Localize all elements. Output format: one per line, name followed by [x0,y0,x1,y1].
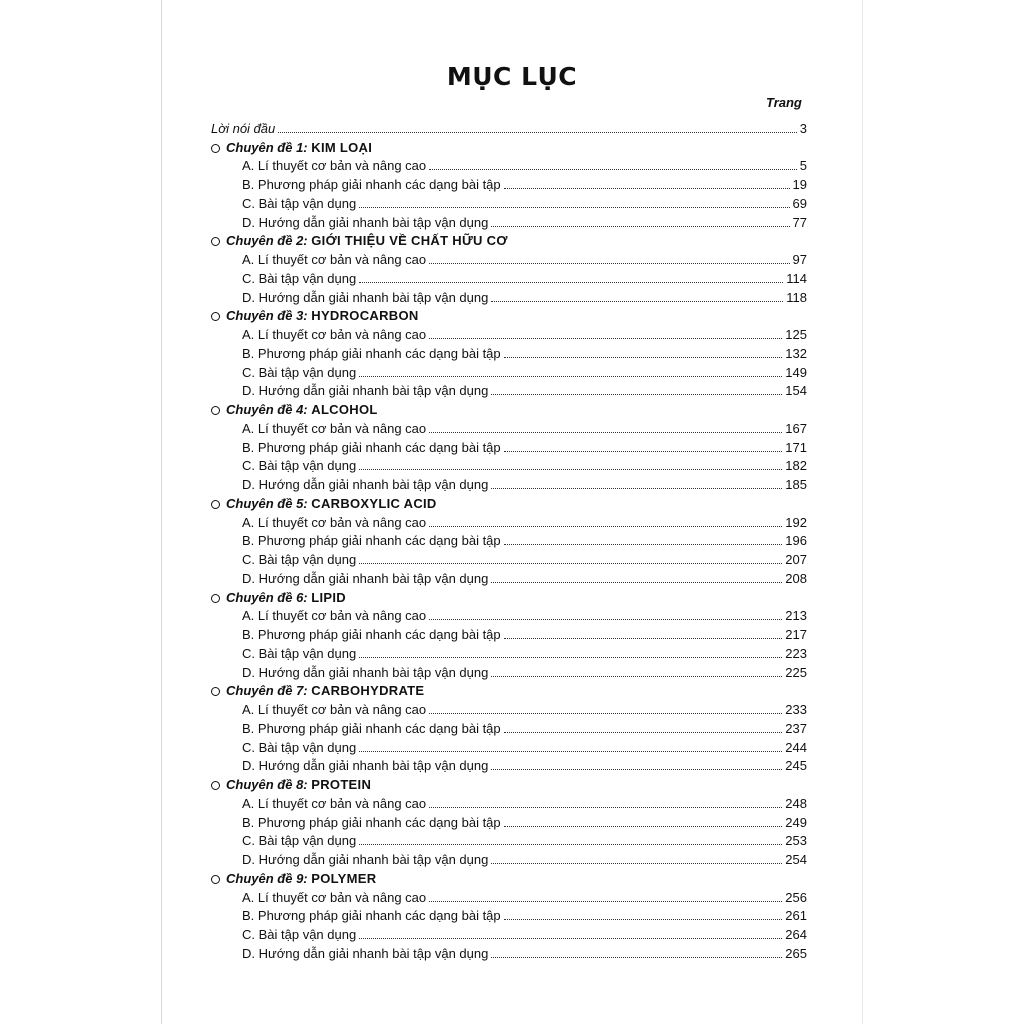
dot-leader [504,731,783,733]
toc-entry-label: B. Phương pháp giải nhanh các dạng bài tập [242,720,501,736]
toc-entry-row[interactable] [211,342,807,361]
toc-chapter-row[interactable] [211,136,807,155]
toc-entry-label: C. Bài tập vận dụng [242,458,357,474]
toc-entry-label: D. Hướng dẫn giải nhanh bài tập vận dụng [242,570,489,586]
toc-entry-row[interactable] [211,605,807,624]
toc-entry-row[interactable] [211,361,807,380]
toc-entry-row[interactable] [211,192,807,211]
toc-intro-page: 3 [799,120,807,136]
dot-leader [491,956,782,958]
toc-entry-label: A. Lí thuyết cơ bản và nâng cao [242,252,427,267]
dot-leader [359,843,782,845]
toc-entry-row[interactable] [211,623,807,642]
toc-entry-label: C. Bài tập vận dụng [242,364,357,380]
toc-entry-page: 185 [785,477,807,492]
toc-entry-label: D. Hướng dẫn giải nhanh bài tập vận dụng [242,477,489,492]
toc-chapter-heading [211,308,419,323]
toc-entry-row[interactable] [211,248,807,267]
toc-entry-page: 256 [785,889,807,905]
toc-chapter-name: CARBOXYLIC ACID [311,495,437,511]
toc-entry-label: B. Phương pháp giải nhanh các dạng bài tập [242,533,501,549]
toc-entry-label: C. Bài tập vận dụng [242,552,357,567]
toc-entry-row[interactable] [211,567,807,586]
toc-entry-label: C. Bài tập vận dụng [242,833,357,849]
dot-leader [429,618,782,620]
toc-chapter-prefix: Chuyên đề 5: [226,495,308,511]
toc-entry-page: 192 [785,514,807,530]
dot-leader [491,862,782,864]
circle-bullet-icon [211,144,220,153]
dot-leader [491,487,782,489]
toc-intro-label: Lời nói đầu [211,120,276,136]
toc-chapter-prefix: Chuyên đề 2: [226,233,308,249]
toc-entry-label: D. Hướng dẫn giải nhanh bài tập vận dụng [242,945,489,961]
dot-leader [359,656,782,658]
circle-bullet-icon [211,312,220,321]
toc-entry-page: 248 [785,795,807,811]
toc-chapter-row[interactable] [211,492,807,511]
toc-entry-row[interactable] [211,886,807,905]
toc-entry-page: 207 [785,552,807,567]
dot-leader [429,431,782,433]
circle-bullet-icon [211,687,220,696]
toc-entry-row[interactable] [211,436,807,455]
toc-entry-page: 213 [785,608,807,624]
dot-leader [504,187,790,189]
toc-entry-label: B. Phương pháp giải nhanh các dạng bài tập [242,627,501,642]
toc-entry-label: D. Hướng dẫn giải nhanh bài tập vận dụng [242,289,489,305]
toc-entry-page: 19 [792,177,807,192]
toc-entry-row[interactable] [211,417,807,436]
toc-entry-page: 125 [785,327,807,342]
toc-entry-page: 69 [792,195,807,211]
dot-leader [504,825,783,827]
toc-entry-row[interactable] [211,211,807,230]
dot-leader [429,900,782,902]
page-edge-right [862,0,863,1024]
toc-chapter-row[interactable] [211,773,807,792]
toc-entry-label: C. Bài tập vận dụng [242,645,357,661]
toc-chapter-prefix: Chuyên đề 8: [226,777,308,792]
toc-entry-row[interactable] [211,473,807,492]
toc-entry-label: B. Phương pháp giải nhanh các dạng bài tập [242,908,501,924]
toc-entry-row[interactable] [211,323,807,342]
toc-entry-label: D. Hướng dẫn giải nhanh bài tập vận dụng [242,852,489,867]
toc-entry-row[interactable] [211,530,807,549]
toc-entry-label: C. Bài tập vận dụng [242,195,357,211]
toc-entry-label: B. Phương pháp giải nhanh các dạng bài tập [242,814,501,830]
dot-leader [278,131,797,133]
toc-chapter-name: KIM LOẠI [311,139,373,155]
toc-entry-row[interactable] [211,155,807,174]
dot-leader [491,393,782,395]
circle-bullet-icon [211,781,220,790]
toc-entry-page: 245 [785,758,807,774]
toc-entry-page: 182 [785,458,807,474]
dot-leader [359,206,789,208]
toc-chapter-row[interactable] [211,398,807,417]
toc-entry-label: A. Lí thuyết cơ bản và nâng cao [242,514,427,530]
toc-chapter-heading [211,871,376,886]
toc-entry-row[interactable] [211,548,807,567]
toc-entry-label: B. Phương pháp giải nhanh các dạng bài tập [242,345,501,361]
toc-chapter-heading [211,683,424,698]
toc-entry-label: A. Lí thuyết cơ bản và nâng cao [242,158,427,174]
toc-entry-page: 154 [785,383,807,399]
toc-chapter-name: ALCOHOL [311,402,378,417]
toc-entry-row[interactable] [211,455,807,474]
toc-chapter-row[interactable] [211,867,807,886]
toc-entry-page: 118 [786,289,807,305]
page-column-header: Trang [766,95,802,110]
dot-leader [429,262,789,264]
dot-leader [491,225,789,227]
toc-entry-label: A. Lí thuyết cơ bản và nâng cao [242,327,427,342]
toc-chapter-name: PROTEIN [311,777,372,792]
toc-chapter-prefix: Chuyên đề 1: [226,139,308,155]
toc-entry-page: 265 [785,945,807,961]
toc-entry-page: 167 [785,420,807,436]
toc-entry-page: 217 [785,627,807,642]
dot-leader [504,356,783,358]
circle-bullet-icon [211,406,220,415]
toc-entry-page: 261 [785,908,807,924]
toc-entry-page: 171 [785,439,807,455]
circle-bullet-icon [211,500,220,509]
toc-entry-label: D. Hướng dẫn giải nhanh bài tập vận dụng [242,383,489,399]
circle-bullet-icon [211,237,220,246]
toc-entry-label: D. Hướng dẫn giải nhanh bài tập vận dụng [242,664,489,680]
toc-entry-row[interactable] [211,286,807,305]
circle-bullet-icon [211,594,220,603]
toc-chapter-prefix: Chuyên đề 9: [226,870,308,886]
toc-chapter-prefix: Chuyên đề 7: [226,683,308,699]
toc-chapter-prefix: Chuyên đề 6: [226,589,308,605]
toc-chapter-heading [211,496,437,511]
toc-entry-row[interactable] [211,511,807,530]
toc-chapter-name: CARBOHYDRATE [311,683,425,699]
toc-entry-label: A. Lí thuyết cơ bản và nâng cao [242,608,427,624]
toc-chapter-name: HYDROCARBON [311,308,419,324]
dot-leader [359,750,782,752]
dot-leader [504,450,783,452]
toc-entry-label: A. Lí thuyết cơ bản và nâng cao [242,889,427,905]
toc-chapter-heading [211,402,378,417]
dot-leader [429,806,782,808]
toc-entry-label: A. Lí thuyết cơ bản và nâng cao [242,420,427,436]
toc-entry-row[interactable] [211,173,807,192]
toc-chapter-row[interactable] [211,586,807,605]
toc-chapter-prefix: Chuyên đề 4: [226,402,308,417]
toc-entry-page: 249 [785,814,807,830]
toc-entry-label: B. Phương pháp giải nhanh các dạng bài tập [242,439,501,455]
dot-leader [504,543,783,545]
toc-entry-row[interactable] [211,717,807,736]
toc-chapter-heading [211,140,372,155]
toc-entry-label: A. Lí thuyết cơ bản và nâng cao [242,795,427,811]
dot-leader [429,168,797,170]
toc-chapter-heading [211,590,346,605]
toc-entry-page: 132 [785,345,807,361]
toc-entry-label: C. Bài tập vận dụng [242,927,357,942]
toc-chapter-prefix: Chuyên đề 3: [226,308,308,324]
toc-entry-page: 114 [786,270,807,286]
dot-leader [359,562,782,564]
toc-entry-row[interactable] [211,755,807,774]
toc-entry-row[interactable] [211,267,807,286]
toc-chapter-name: GIỚI THIỆU VỀ CHẤT HỮU CƠ [311,233,508,249]
dot-leader [359,281,783,283]
dot-leader [491,768,782,770]
toc-entry-page: 97 [792,252,807,267]
toc-entry-page: 149 [785,364,807,380]
toc-intro-row[interactable] [211,117,807,136]
toc-entry-row[interactable] [211,698,807,717]
toc-entry-row[interactable] [211,923,807,942]
toc-entry-label: A. Lí thuyết cơ bản và nâng cao [242,702,427,717]
dot-leader [429,525,782,527]
toc-entry-row[interactable] [211,792,807,811]
toc-entry-row[interactable] [211,736,807,755]
toc-entry-page: 208 [785,570,807,586]
toc-entry-page: 5 [799,158,807,174]
dot-leader [491,675,782,677]
toc-entry-row[interactable] [211,661,807,680]
toc-entry-page: 77 [792,214,807,230]
toc-chapter-name: POLYMER [311,870,377,886]
toc-entry-page: 237 [785,720,807,736]
dot-leader [359,468,782,470]
page-title: MỤC LỤC [446,62,578,91]
toc-entry-label: D. Hướng dẫn giải nhanh bài tập vận dụng [242,214,489,230]
toc-entry-page: 233 [785,702,807,717]
page-edge-left [161,0,162,1024]
toc-entry-page: 264 [785,927,807,942]
toc-entry-row[interactable] [211,830,807,849]
toc-entry-row[interactable] [211,942,807,961]
toc-entry-label: C. Bài tập vận dụng [242,739,357,755]
toc-chapter-heading [211,777,371,792]
toc-chapter-row[interactable] [211,230,807,249]
circle-bullet-icon [211,875,220,884]
dot-leader [359,937,782,939]
toc-entry-row[interactable] [211,848,807,867]
toc-chapter-row[interactable] [211,680,807,699]
toc-entry-row[interactable] [211,380,807,399]
toc-entry-label: C. Bài tập vận dụng [242,270,357,286]
toc-chapter-heading [211,233,508,248]
dot-leader [491,581,782,583]
toc-entry-row[interactable] [211,811,807,830]
toc-entry-label: D. Hướng dẫn giải nhanh bài tập vận dụng [242,758,489,774]
dot-leader [359,375,782,377]
toc-entry-page: 196 [785,533,807,549]
toc-entry-page: 244 [785,739,807,755]
toc-chapter-row[interactable] [211,305,807,324]
toc-entry-row[interactable] [211,905,807,924]
toc-entry-row[interactable] [211,642,807,661]
dot-leader [429,337,782,339]
toc-entry-page: 253 [785,833,807,849]
toc-entry-label: B. Phương pháp giải nhanh các dạng bài tập [242,177,501,192]
toc-entry-page: 225 [785,664,807,680]
dot-leader [504,637,783,639]
toc-entry-page: 223 [785,645,807,661]
toc-chapter-name: LIPID [311,589,346,605]
dot-leader [491,300,783,302]
table-of-contents [211,117,807,961]
toc-entry-page: 254 [785,852,807,867]
dot-leader [429,712,782,714]
dot-leader [504,918,783,920]
